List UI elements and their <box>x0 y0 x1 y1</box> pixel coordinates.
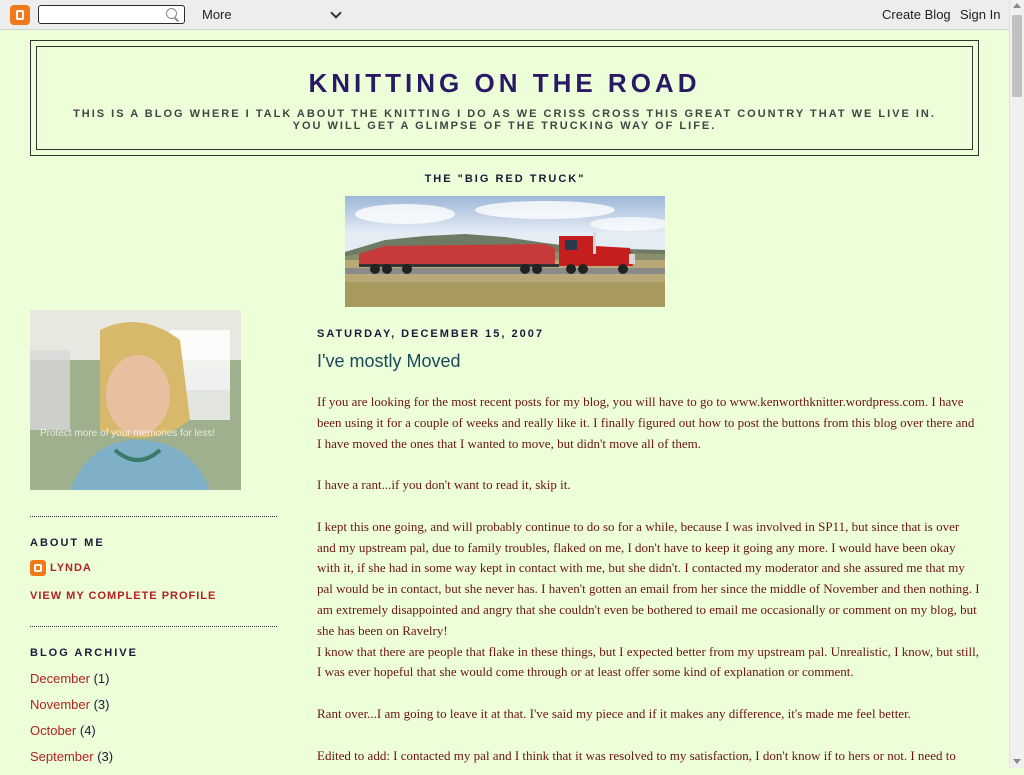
scroll-thumb[interactable] <box>1012 15 1022 97</box>
blogger-icon[interactable] <box>10 5 30 25</box>
blog-description: THIS IS A BLOG WHERE I TALK ABOUT THE KNITTING I DO AS WE CRISS CROSS THIS GREAT COUNTRY THAT WE LIVE IN. YOU WILL GET A GLIMPSE OF THE TRUCKING WAY OF LIFE. <box>73 108 936 132</box>
create-blog-link[interactable]: Create Blog <box>882 7 951 22</box>
search-icon[interactable] <box>166 8 177 19</box>
blog-archive-heading: BLOG ARCHIVE <box>30 647 138 659</box>
archive-item <box>30 671 113 697</box>
archive-count: (1) <box>93 671 110 686</box>
post-date: SATURDAY, DECEMBER 15, 2007 <box>317 328 545 340</box>
profile-photo[interactable] <box>30 310 241 490</box>
post-paragraph: I know that there are people that flake in these things, but I expected better from my upstream pal. Unrealistic, I know, but still, I was ever hopeful that she would come through or at least offer some kind of explanation or comment. <box>317 643 979 680</box>
scroll-up-arrow-icon[interactable] <box>1013 3 1021 8</box>
profile-name-link[interactable]: LYNDA <box>50 562 92 574</box>
about-me-heading: ABOUT ME <box>30 537 105 549</box>
blog-header <box>36 46 973 150</box>
sign-in-link[interactable]: Sign In <box>960 7 1001 22</box>
post-paragraph: I have a rant...if you don't want to read it, skip it. <box>317 477 571 493</box>
archive-month-link[interactable]: September <box>30 749 94 764</box>
truck-photo <box>345 196 665 307</box>
archive-list <box>30 671 113 775</box>
post-paragraph: I kept this one going, and will probably continue to do so for a while, because I was involved in SP11, but since that is over and my upstream pal, due to family troubles, flaked on me, I don't have to keep it going any more. I would have been okay with it, if she had in some way kept in contact with me, but she didn't. I contacted my moderator and she assured me that my pal would be in contact, but she never has. I haven't gotten an email from her since the middle of November and then nothing. I am extremely disappointed and angry that she couldn't even be bothered to email me occasionally or comment on my blog, but she has been on Ravelry! <box>317 518 980 638</box>
post-body <box>317 392 981 766</box>
search-input[interactable] <box>38 5 185 24</box>
sidebar-divider <box>30 626 277 627</box>
archive-month-link[interactable]: December <box>30 671 90 686</box>
chevron-down-icon[interactable] <box>330 7 341 18</box>
archive-item <box>30 723 113 749</box>
archive-count: (3) <box>97 749 114 764</box>
archive-count: (3) <box>93 697 110 712</box>
vertical-scrollbar[interactable] <box>1009 0 1024 768</box>
archive-month-link[interactable]: October <box>30 723 77 738</box>
photo-watermark: Protect more of your memories for less! <box>40 428 216 439</box>
view-profile-link[interactable]: VIEW MY COMPLETE PROFILE <box>30 590 217 602</box>
post-title[interactable]: I've mostly Moved <box>317 351 461 371</box>
archive-count: (4) <box>79 723 96 738</box>
scroll-down-arrow-icon[interactable] <box>1013 759 1021 764</box>
post-paragraph: If you are looking for the most recent posts for my blog, you will have to go to www.kenworthknitter.wordpress.com. I have been using it for a couple of weeks and really like it. I finally figured out how to post the buttons from this blog over there and I have moved the ones that I wanted to move, but didn't move all of them. <box>317 394 975 451</box>
sidebar-divider <box>30 516 277 517</box>
truck-image-title: THE "BIG RED TRUCK" <box>424 173 586 185</box>
post-paragraph: Edited to add: I contacted my pal and I think that it was resolved to my satisfaction, I don't know if to hers or not. I need to <box>317 747 956 763</box>
blogger-navbar <box>0 0 1009 30</box>
archive-month-link[interactable]: November <box>30 697 90 712</box>
more-menu[interactable]: More <box>202 7 232 22</box>
blogger-profile-icon <box>30 560 46 576</box>
post-paragraph: Rant over...I am going to leave it at that. I've said my piece and if it makes any difference, it's made me feel better. <box>317 705 911 721</box>
archive-item <box>30 749 113 775</box>
blog-title[interactable]: KNITTING ON THE ROAD <box>308 68 701 98</box>
archive-item <box>30 697 113 723</box>
